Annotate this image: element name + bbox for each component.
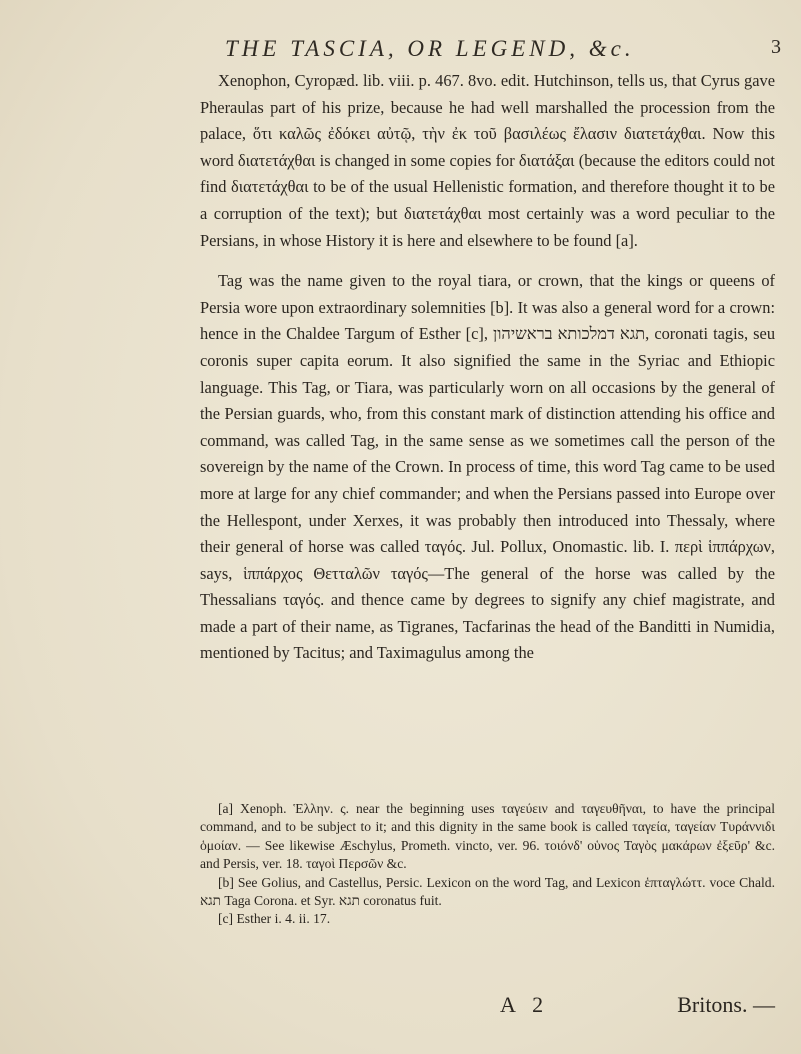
running-title: THE TASCIA, OR LEGEND, &c. <box>225 36 635 61</box>
footnotes <box>200 800 775 929</box>
page-number: 3 <box>771 36 781 58</box>
page-footer <box>200 992 775 1022</box>
footnote-a: [a] Xenoph. Ἑλλην. ς. near the beginning uses ταγεύειν and ταγευθῆναι, to have the principal command, and to be subject to it; and this dignity in the same book is called ταγεία, ταγείαν Τυράννιδι ὁμοίαν. — See likewise Æschylus, Prometh. vincto, ver. 96. τοιόνδ' οὑνος Ταγὸς μακάρων ἐξεῦρ' &c. and Persis, ver. 18. ταγοὶ Περσῶν &c. <box>200 801 775 872</box>
running-header <box>225 36 801 62</box>
signature-mark: A 2 <box>500 992 550 1017</box>
paragraph-tag: Tag was the name given to the royal tiara, or crown, that the kings or queens of Persia wore upon extraordinary solemnities [b]. It was also a general word for a crown: hence in the Chaldee Targum of Esther [c], תגא דמלכותא בראשיהון, coronati tagis, seu coronis super capita eorum. It also signified the same in the Syriac and Ethiopic language. This Tag, or Tiara, was particularly worn on all occasions by the general of the Persian guards, who, from this constant mark of distinction attending his office and command, was called Tag, in the same sense as we sometimes call the person of the sovereign by the name of the Crown. In process of time, this word Tag came to be used more at large for any chief commander; and when the Persians passed into Europe over the Hellespont, under Xerxes, it was probably then introduced into Thessaly, where their general of horse was called ταγός. Jul. Pollux, Onomastic. lib. I. περὶ ἱππάρχων, says, ἱππάρχος Θετταλῶν ταγός—The general of the horse was called by the Thessalians ταγός. and thence came by degrees to signify any chief magistrate, and made a part of their name, as Tigranes, Tacfarinas the head of the Banditti in Numidia, mentioned by Tacitus; and Taximagulus among the <box>200 271 776 663</box>
paragraph-xenophon: Xenophon, Cyropæd. lib. viii. p. 467. 8vo. edit. Hutchinson, tells us, that Cyrus gave Pheraulas part of his prize, because he had well marshalled the procession from the palace, ὅτι καλῶς ἐδόκει αὐτῷ, τὴν ἐκ τοῦ βασιλέως ἔλασιν διατετάχθαι. Now this word διατετάχθαι is changed in some copies for διατάξαι (because the editors could not find διατετάχθαι to be of the usual Hellenistic formation, and therefore thought it to be a corruption of the text); but διατετάχθαι most certainly was a word peculiar to the Persians, in whose History it is here and elsewhere to be found [a]. <box>200 71 775 250</box>
main-text <box>200 68 775 667</box>
footnote-b: [b] See Golius, and Castellus, Persic. Lexicon on the word Tag, and Lexicon ἑπταγλώττ. voce Chald. תגא Taga Corona. et Syr. תגא coronatus fuit. <box>200 874 775 909</box>
footnote-c: [c] Esther i. 4. ii. 17. <box>218 911 331 927</box>
catchword: Britons. — <box>677 992 775 1017</box>
